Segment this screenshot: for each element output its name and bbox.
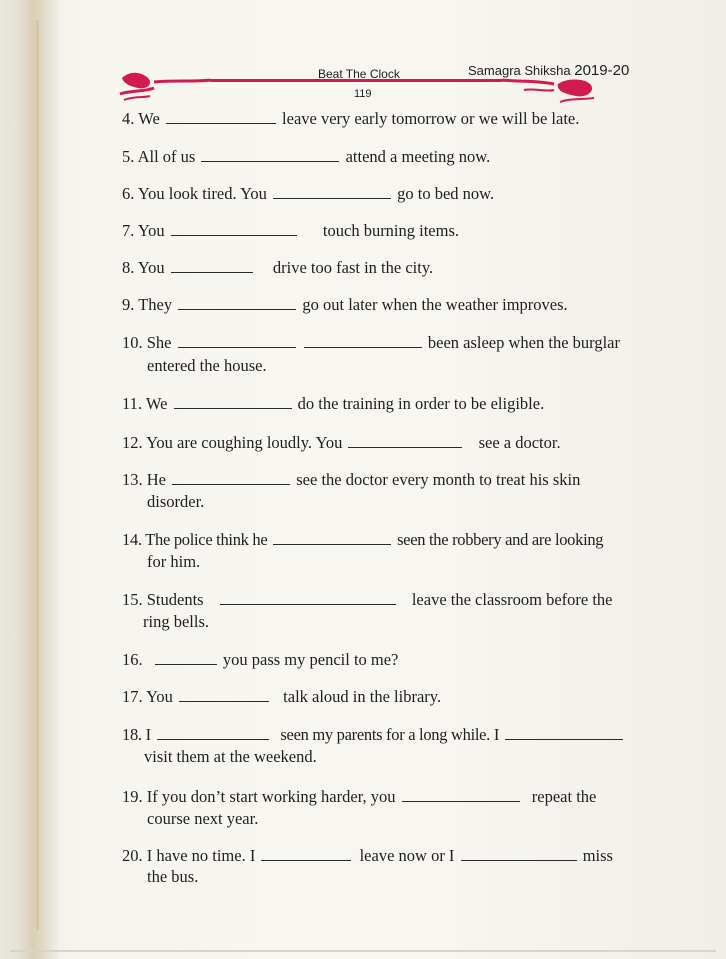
exercise-item-13-continuation: disorder.	[147, 492, 205, 511]
item-text: We	[145, 394, 168, 413]
answer-blank[interactable]	[261, 846, 351, 861]
item-text: You look tired. You	[137, 184, 267, 203]
item-number: 16.	[122, 650, 143, 669]
exercise-item-14-continuation: for him.	[147, 552, 201, 571]
exercise-item-6	[122, 183, 494, 205]
answer-blank[interactable]	[155, 650, 217, 665]
answer-blank[interactable]	[402, 787, 520, 802]
series-label	[468, 62, 629, 79]
answer-blank[interactable]	[348, 433, 462, 448]
exercise-item-14	[122, 529, 603, 551]
item-text: You	[137, 221, 165, 240]
exercise-item-10-continuation: entered the house.	[147, 356, 267, 375]
item-number: 8.	[122, 258, 135, 277]
item-text: We	[138, 109, 160, 128]
answer-blank[interactable]	[505, 725, 623, 740]
answer-blank[interactable]	[166, 109, 276, 124]
exercise-item-9	[122, 294, 568, 316]
torn-edge-line	[36, 20, 39, 930]
exercise-item-19-continuation: course next year.	[147, 809, 259, 828]
exercise-item-19	[122, 786, 596, 808]
item-number: 9.	[122, 295, 135, 314]
item-number: 6.	[122, 184, 135, 203]
exercise-item-4	[122, 108, 579, 130]
item-number: 12.	[122, 433, 143, 452]
series-name: Samagra Shiksha	[468, 63, 571, 78]
exercise-item-11	[122, 393, 544, 415]
item-number: 15.	[122, 590, 143, 609]
item-text: go to bed now.	[397, 184, 495, 203]
item-number: 7.	[122, 221, 135, 240]
item-text: He	[146, 470, 166, 489]
item-text: attend a meeting now.	[345, 147, 491, 166]
item-text: She	[146, 333, 172, 352]
item-text: leave the classroom before the	[411, 590, 613, 609]
item-text: drive too fast in the city.	[272, 258, 434, 277]
item-number: 14.	[122, 530, 142, 549]
book-title: Beat The Clock	[318, 67, 400, 81]
answer-blank[interactable]	[201, 147, 339, 162]
answer-blank[interactable]	[171, 221, 297, 236]
answer-blank[interactable]	[179, 687, 269, 702]
exercise-item-20-continuation: the bus.	[147, 867, 199, 886]
exercise-item-18-continuation: visit them at the weekend.	[144, 747, 317, 766]
exercise-item-5	[122, 146, 490, 168]
item-number: 17.	[122, 687, 143, 706]
item-text: You	[146, 687, 173, 706]
item-text: Students	[146, 590, 204, 609]
item-number: 5.	[122, 147, 135, 166]
exercise-item-15-continuation: ring bells.	[143, 612, 209, 631]
item-number: 13.	[122, 470, 143, 489]
page-bottom-edge	[10, 950, 716, 952]
item-text: You are coughing loudly. You	[146, 433, 343, 452]
page-number: 119	[354, 88, 372, 100]
item-text: The police think he	[145, 530, 268, 549]
item-text: go out later when the weather improves.	[302, 295, 568, 314]
item-text: see a doctor.	[478, 433, 561, 452]
answer-blank[interactable]	[273, 530, 391, 545]
exercise-item-10	[122, 332, 620, 354]
exercise-item-8	[122, 257, 433, 279]
item-text: talk aloud in the library.	[283, 687, 442, 706]
answer-blank[interactable]	[178, 333, 296, 348]
torn-page-edge	[0, 0, 60, 959]
item-text: I	[145, 725, 151, 744]
exercise-item-7	[122, 220, 459, 242]
item-number: 4.	[122, 109, 135, 128]
answer-blank[interactable]	[157, 725, 269, 740]
item-text: leave now or I	[359, 846, 455, 865]
answer-blank[interactable]	[172, 470, 290, 485]
item-text: see the doctor every month to treat his skin	[296, 470, 581, 489]
item-text: All of us	[137, 147, 196, 166]
item-number: 11.	[122, 394, 143, 413]
series-year: 2019-20	[574, 62, 630, 79]
item-text: seen the robbery and are looking	[397, 530, 604, 549]
exercise-item-15	[122, 589, 613, 611]
exercise-item-13	[122, 469, 580, 491]
exercise-item-20	[122, 845, 613, 867]
answer-blank[interactable]	[171, 258, 253, 273]
item-text: touch burning items.	[322, 221, 460, 240]
item-text: do the training in order to be eligible.	[297, 394, 545, 413]
item-text: They	[138, 295, 173, 314]
item-text: If you don’t start working harder, you	[146, 787, 396, 806]
item-number: 10.	[122, 333, 143, 352]
item-number: 19.	[122, 787, 143, 806]
item-text: you pass my pencil to me?	[222, 650, 399, 669]
item-text: been asleep when the burglar	[427, 333, 620, 352]
item-text: repeat the	[531, 787, 597, 806]
exercise-item-16	[122, 649, 398, 671]
item-text: You	[137, 258, 165, 277]
exercise-item-17	[122, 686, 441, 708]
exercise-item-12	[122, 432, 561, 454]
item-text: seen my parents for a long while. I	[280, 725, 500, 744]
item-text: leave very early tomorrow or we will be late.	[282, 109, 580, 128]
answer-blank[interactable]	[178, 295, 296, 310]
answer-blank[interactable]	[461, 846, 577, 861]
item-number: 18.	[122, 725, 142, 744]
item-text: I have no time. I	[146, 846, 256, 865]
answer-blank[interactable]	[220, 590, 396, 605]
item-number: 20.	[122, 846, 143, 865]
answer-blank[interactable]	[304, 333, 422, 348]
item-text: miss	[582, 846, 613, 865]
exercise-item-18	[122, 724, 625, 746]
answer-blank[interactable]	[273, 184, 391, 199]
answer-blank[interactable]	[174, 394, 292, 409]
